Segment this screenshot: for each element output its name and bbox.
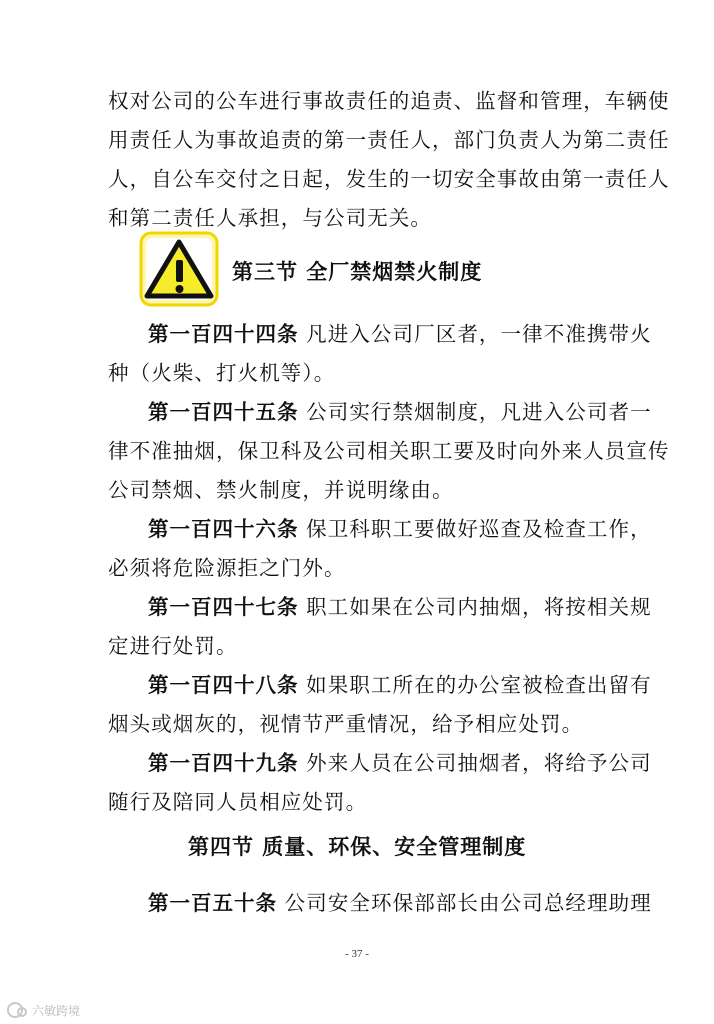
article-text: 保卫科职工要做好巡查及检查工作，: [306, 517, 652, 541]
paragraph-line: 律不准抽烟，保卫科及公司相关职工要及时向外来人员宣传: [108, 439, 670, 463]
article-text: 如果职工所在的办公室被检查出留有: [306, 673, 652, 697]
paragraph-line: 权对公司的公车进行事故责任的追责、监督和管理，车辆使: [108, 89, 670, 113]
article-149: [148, 751, 652, 775]
watermark-logo-icon: [6, 1001, 28, 1019]
article-147: [148, 595, 652, 619]
article-text: 公司安全环保部部长由公司总经理助理: [284, 891, 652, 915]
article-label: 第一百四十八条: [148, 673, 299, 697]
article-label: 第一百四十四条: [148, 322, 299, 346]
article-text: 凡进入公司厂区者，一律不准携带火: [306, 322, 652, 346]
paragraph-line: 人，自公车交付之日起，发生的一切安全事故由第一责任人: [108, 167, 670, 191]
article-text: 公司实行禁烟制度，凡进入公司者一: [306, 400, 652, 424]
paragraph-line: 必须将危险源拒之门外。: [108, 556, 346, 580]
watermark: [6, 1000, 80, 1020]
article-label: 第一百四十七条: [148, 595, 299, 619]
paragraph-line: 烟头或烟灰的，视情节严重情况，给予相应处罚。: [108, 712, 584, 736]
article-label: 第一百四十五条: [148, 400, 299, 424]
article-text: 外来人员在公司抽烟者，将给予公司: [306, 751, 652, 775]
watermark-text: 六敏跨境: [32, 1003, 81, 1018]
section-heading: 第三节 全厂禁烟禁火制度: [232, 260, 483, 284]
article-144: [148, 322, 652, 346]
paragraph-line: 定进行处罚。: [108, 634, 238, 658]
article-label: 第一百四十九条: [148, 751, 299, 775]
paragraph-line: 用责任人为事故追责的第一责任人，部门负责人为第二责任: [108, 128, 670, 152]
article-148: [148, 673, 652, 697]
article-146: [148, 517, 652, 541]
article-150: [148, 891, 652, 915]
article-label: 第一百四十六条: [148, 517, 299, 541]
article-text: 职工如果在公司内抽烟，将按相关规: [306, 595, 652, 619]
warning-icon: [138, 230, 220, 308]
article-label: 第一百五十条: [148, 891, 277, 915]
paragraph-line: 公司禁烟、禁火制度，并说明缘由。: [108, 478, 454, 502]
section-heading: 第四节 质量、环保、安全管理制度: [188, 835, 527, 859]
article-145: [148, 400, 652, 424]
paragraph-line: 随行及陪同人员相应处罚。: [108, 790, 368, 814]
paragraph-line: 和第二责任人承担，与公司无关。: [108, 206, 432, 230]
paragraph-line: 种（火柴、打火机等）。: [108, 361, 336, 385]
page-number: - 37 -: [345, 948, 369, 960]
